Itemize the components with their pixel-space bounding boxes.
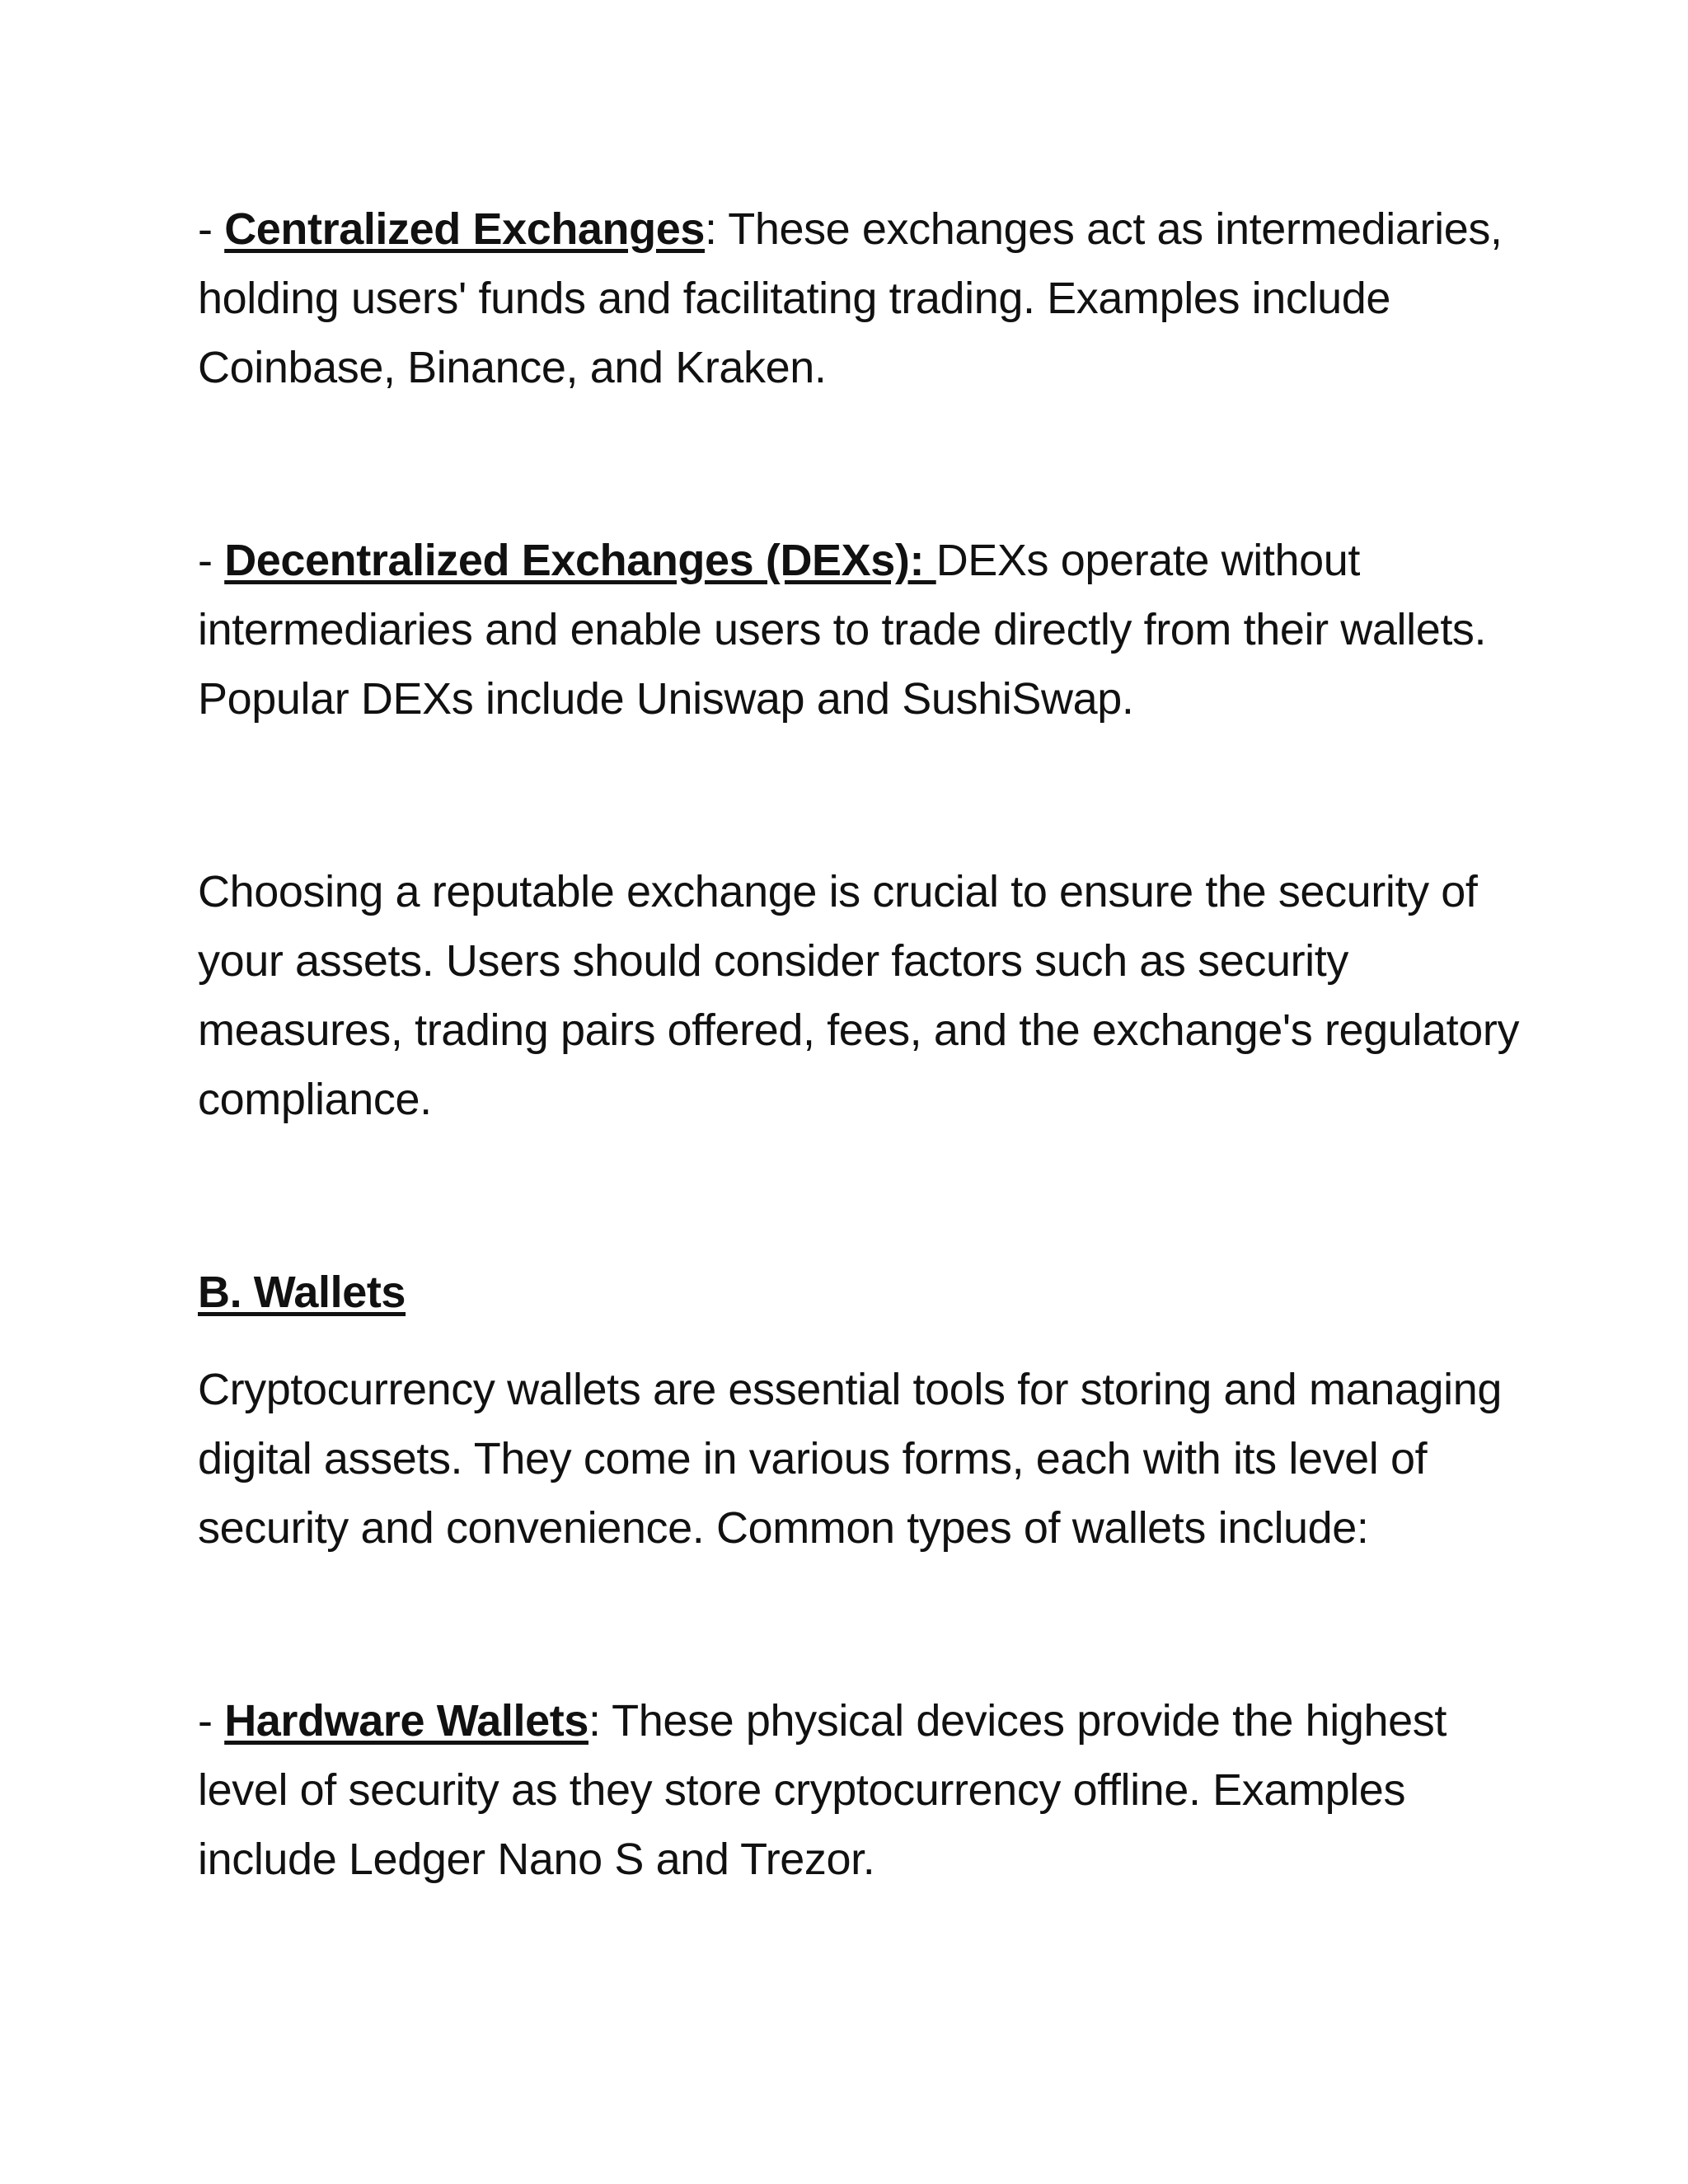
- spacer: [198, 1327, 1533, 1355]
- hardware-wallets-term: Hardware Wallets: [224, 1696, 588, 1746]
- decentralized-exchanges-paragraph: [198, 526, 1533, 733]
- bullet-dash: -: [198, 536, 225, 585]
- decentralized-exchanges-term: Decentralized Exchanges (DEXs):: [224, 536, 936, 585]
- bullet-dash: -: [198, 204, 225, 254]
- page-content: [198, 194, 1533, 1894]
- bullet-dash: -: [198, 1696, 225, 1746]
- hardware-wallets-text: : These physical devices provide the highest level of security as they store cryptocurrency offline. Examples include Ledger Nano S and Trezor.: [198, 1696, 1447, 1884]
- wallets-intro-paragraph: Cryptocurrency wallets are essential tools for storing and managing digital assets. They come in various forms, each with its level of security and convenience. Common types of wallets include:: [198, 1365, 1502, 1553]
- spacer: [198, 402, 1533, 526]
- wallets-heading: B. Wallets: [198, 1268, 406, 1317]
- centralized-exchanges-text: : These exchanges act as intermediaries, holding users' funds and facilitating trading. Examples include Coinbase, Binance, and Kraken.: [198, 204, 1503, 392]
- centralized-exchanges-term: Centralized Exchanges: [224, 204, 705, 254]
- choosing-exchange-paragraph: Choosing a reputable exchange is crucial to ensure the security of your assets. Users should consider factors such as security measures, trading pairs offered, fees, and the exchange's regulatory compliance.: [198, 867, 1520, 1124]
- spacer: [198, 733, 1533, 857]
- spacer: [198, 1563, 1533, 1686]
- centralized-exchanges-paragraph: [198, 194, 1533, 402]
- hardware-wallets-paragraph: [198, 1686, 1533, 1894]
- spacer: [198, 1134, 1533, 1258]
- decentralized-exchanges-text: DEXs operate without intermediaries and enable users to trade directly from their wallets. Popular DEXs include Uniswap and SushiSwap.: [198, 536, 1487, 724]
